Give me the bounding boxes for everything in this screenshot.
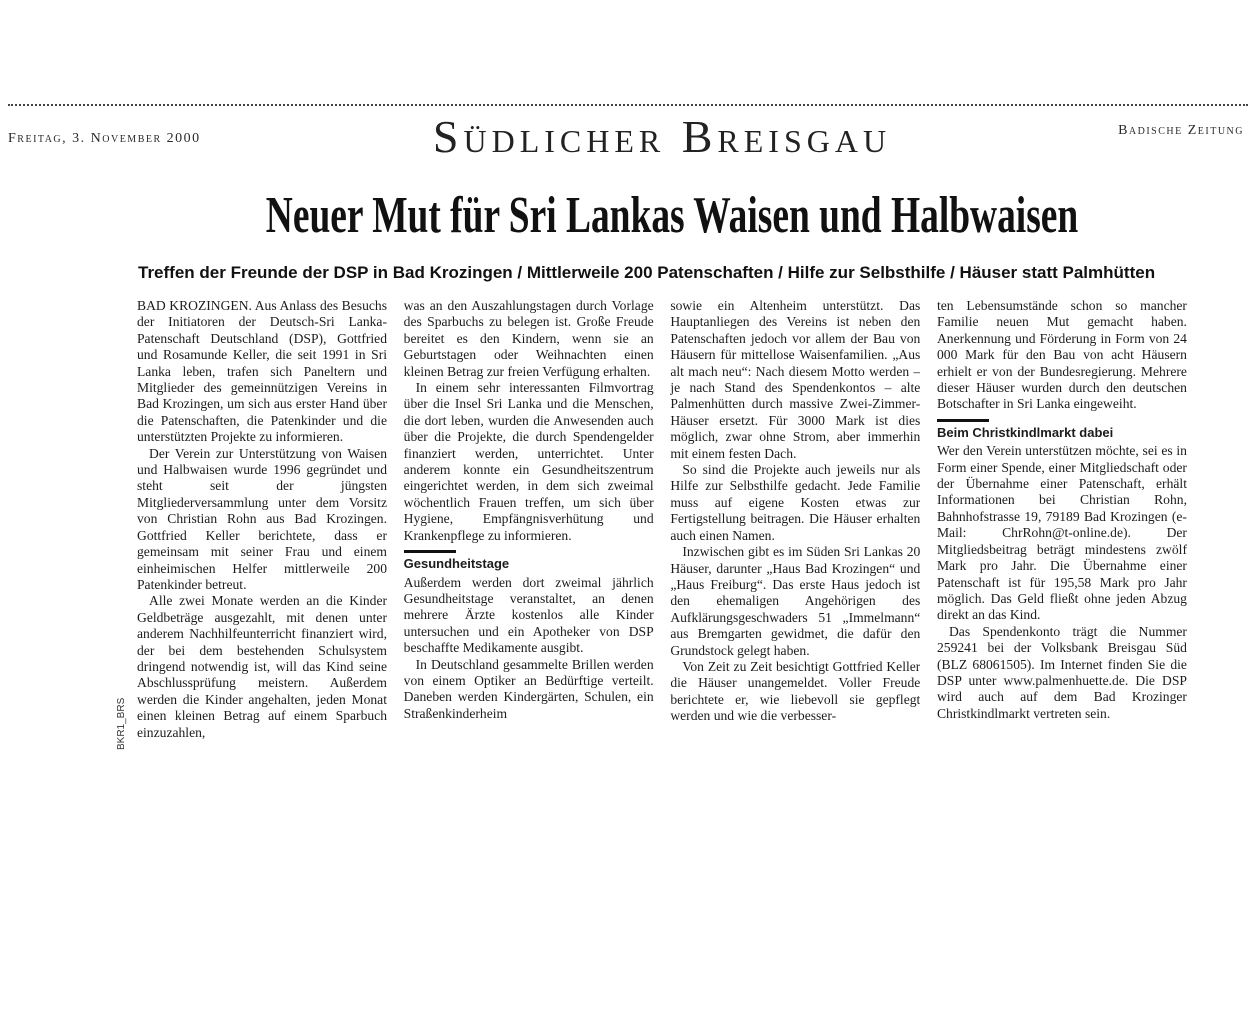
newspaper-name: Badische Zeitung bbox=[1118, 123, 1244, 138]
issue-date: Freitag, 3. November 2000 bbox=[8, 131, 201, 146]
margin-code: BKR1_BRS bbox=[116, 697, 127, 750]
paragraph: was an den Auszahlungstagen durch Vorlage des Sparbuchs zu belegen ist. Große Freude bereitet es den Kindern, wenn sie an Geburtstagen oder Weihnachten einen kleinen Betrag zur freien Verfügung erhalten. bbox=[403, 298, 654, 379]
paragraph: In einem sehr interessanten Filmvortrag über die Insel Sri Lanka und die Menschen, die dort leben, wurden die Anwesenden auch über die Projekte, die durch Spendengelder finanziert werden, unterrichtet. Unter anderem konnte ein Gesundheitszentrum eingerichtet werden, in dem sich zweimal wöchentlich Frauen treffen, um sich über Hygiene, Empfängnisverhütung und Krankenpflege zu informieren. bbox=[403, 380, 654, 543]
article-column-3 bbox=[670, 298, 920, 818]
paragraph: Inzwischen gibt es im Süden Sri Lankas 20 Häuser, darunter „Haus Bad Krozingen“ und „Haus Freiburg“. Das erste Haus jedoch ist den ehemaligen Angehörigen des Aufklärungsgeschwaders 51 „Immelmann“ aus Bremgarten gewidmet, die dafür den Grundstock gelegt haben. bbox=[670, 544, 921, 658]
paragraph: BAD KROZINGEN. Aus Anlass des Besuchs der Initiatoren der Deutsch-Sri Lanka-Patenschaft Deutschland (DSP), Gottfried und Rosamunde Keller, die seit 1991 in Sri Lanka leben, trafen sich Paneltern und Mitglieder des gemeinnützigen Vereins in Bad Krozingen, um sich aus erster Hand über die Patenschaften, die Patenkinder und die unterstützten Projekte zu informieren. bbox=[137, 298, 387, 445]
article-column-2 bbox=[404, 298, 654, 818]
paragraph: Wer den Verein unterstützen möchte, sei es in Form einer Spende, einer Mitgliedschaft oder der Übernahme einer Patenschaft, erhält Informationen bei Christian Rohn, Bahnhofstrasse 19, 79189 Bad Krozingen (e-Mail: ChrRohn@t-online.de). Der Mitgliedsbeitrag beträgt mindestens zwölf Mark pro Jahr. Die Übernahme einer Patenschaft ist für 195,58 Mark pro Jahr möglich. Das Geld fließt ohne jeden Abzug direkt an das Kind. bbox=[936, 443, 1187, 623]
article-subheadline: Treffen der Freunde der DSP in Bad Krozingen / Mittlerweile 200 Patenschaften / Hilfe zur Selbsthilfe / Häuser statt Palmhütten bbox=[138, 263, 1156, 282]
paragraph: Der Verein zur Unterstützung von Waisen und Halbwaisen wurde 1996 gegründet und steht seit der jüngsten Mitgliederversammlung unter dem Vorsitz von Christian Rohn aus Bad Krozingen. Gottfried Keller berichtete, dass er gemeinsam mit seiner Frau und einem einheimischen Helfer mittlerweile 200 Patenkinder betreut. bbox=[137, 445, 387, 592]
paragraph: Alle zwei Monate werden an die Kinder Geldbeträge ausgezahlt, mit denen unter anderem Nachhilfeunterricht finanziert wird, der bei dem bestehenden Schulsystem dringend notwendig ist, will das Kind seine Abschlussprüfung meistern. Außerdem werden die Kinder angehalten, jeden Monat einen kleinen Betrag auf einem Sparbuch einzuzahlen, bbox=[137, 593, 387, 740]
paragraph: Das Spendenkonto trägt die Nummer 259241 bei der Volksbank Breisgau Süd (BLZ 68061505). Im Internet finden Sie die DSP unter www.palmenhuette.de. Die DSP wird auch auf dem Bad Krozinger Christkindlmarkt vertreten sein. bbox=[936, 623, 1187, 721]
article-body bbox=[137, 298, 1187, 818]
subhead bbox=[403, 550, 510, 572]
paragraph: ten Lebensumstände schon so mancher Familie neuen Mut gemacht haben. Anerkennung und Förderung in Form von 24 000 Mark für den Bau von acht Häusern erhielt er von der Bundesregierung. Mehrere dieser Häuser wurden durch den deutschen Botschafter in Sri Lanka eingeweiht. bbox=[936, 298, 1187, 412]
subhead-text: Gesundheitstage bbox=[403, 556, 510, 572]
article-headline: Neuer Mut für Sri Lankas Waisen und Halbwaisen bbox=[265, 187, 1079, 244]
top-dotted-rule bbox=[8, 104, 1248, 106]
paragraph: Außerdem werden dort zweimal jährlich Gesundheitstage veranstaltet, an denen mehrere Ärzte kostenlos alle Kinder untersuchen und ein Apotheker von DSP beschaffte Medikamente ausgibt. bbox=[403, 574, 654, 656]
paragraph: In Deutschland gesammelte Brillen werden von einem Optiker an Bedürftige verteilt. Daneben werden Kindergärten, Schulen, ein Straßenkinderheim bbox=[403, 656, 654, 721]
paragraph: sowie ein Altenheim unterstützt. Das Hauptanliegen des Vereins ist neben den Patenschaften jedoch vor allem der Bau von Häusern für mittellose Waisenfamilien. „Aus alt mach neu“: Nach diesem Motto werden – je nach Stand des Spendenkontos – alte Palmenhütten durch massive Zwei-Zimmer-Häuser ersetzt. Für 3000 Mark ist dies möglich, zwar ohne Strom, aber immerhin mit einem festen Dach. bbox=[670, 298, 921, 461]
paragraph: So sind die Projekte auch jeweils nur als Hilfe zur Selbsthilfe gedacht. Jede Familie muss auf eigene Kosten etwas zur Fertigstellung beitragen. Die Häuser erhalten auch einen Namen. bbox=[670, 462, 921, 543]
section-title: Südlicher Breisgau bbox=[432, 111, 892, 162]
subhead bbox=[936, 419, 1114, 441]
subhead-text: Beim Christkindlmarkt dabei bbox=[936, 424, 1114, 440]
article-column-1 bbox=[137, 298, 387, 818]
article-column-4 bbox=[937, 298, 1187, 818]
paragraph: Von Zeit zu Zeit besichtigt Gottfried Keller die Häuser unangemeldet. Voller Freude berichtete er, wie liebevoll sie gepflegt werden und wie die verbesser- bbox=[670, 658, 921, 724]
